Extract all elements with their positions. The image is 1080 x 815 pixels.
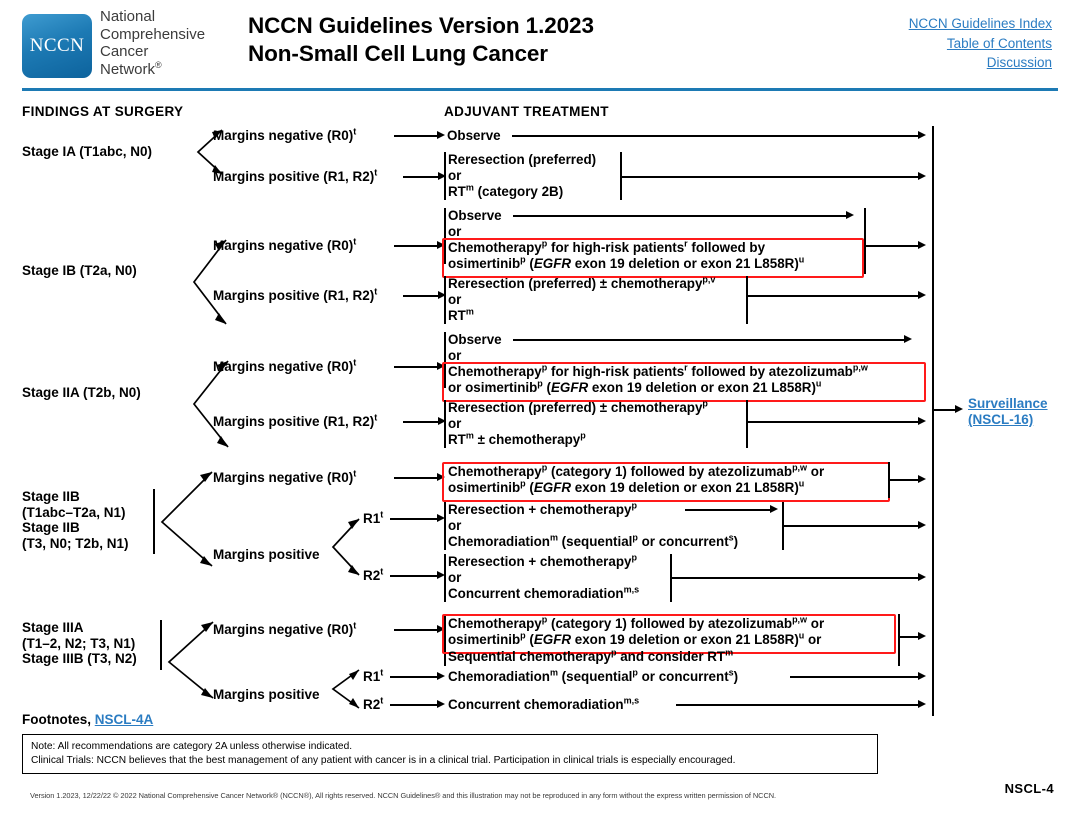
surveillance-node — [968, 396, 1048, 428]
stage-iia-neg-arrow-line — [394, 366, 438, 368]
treatment-iia-positive-bracket — [444, 400, 446, 448]
stage-iib-line-4: (T3, N0; T2b, N1) — [22, 535, 129, 551]
treatment-iia-reresection: Reresection (preferred) ± chemotherapy$^p$ — [448, 398, 708, 415]
nccn-logo — [22, 14, 92, 78]
column-header-adjuvant: ADJUVANT TREATMENT — [444, 104, 609, 119]
surveillance-connector-arrow — [955, 405, 963, 413]
treatment-ib-positive-group-bar — [746, 276, 748, 324]
treatment-ib-positive-bracket — [444, 276, 446, 324]
page-header — [0, 0, 1080, 92]
stage-iii-margins-positive: Margins positive — [213, 687, 320, 702]
note-line-category: Note: All recommendations are category 2A unless otherwise indicated. — [31, 741, 353, 752]
treatment-iia-chemo-line2: or osimertinib$^p$ (EGFR exon 19 deletion or exon 21 L858R)$^u$ — [448, 378, 822, 395]
treatment-ia-reresection: Reresection (preferred) — [448, 152, 597, 167]
stage-ia-pos-arrow-line — [403, 176, 439, 178]
org-name-line-3: Cancer — [100, 43, 149, 60]
column-header-findings: FINDINGS AT SURGERY — [22, 104, 184, 119]
treatment-iii-negative-group-arrow — [918, 632, 926, 640]
treatment-ib-negative-group-arrow — [918, 241, 926, 249]
treatment-iii-r1-chemorad: Chemoradiation$^m$ (sequential$^p$ or concurrent$^s$) — [448, 667, 739, 684]
stage-iiib-line: Stage IIIB (T3, N2) — [22, 651, 137, 667]
org-name-line-4: Network® — [100, 59, 162, 78]
stage-ia-neg-arrow-head — [437, 131, 445, 139]
treatment-iia-rt: $RT^m$ ± chemotherapy$^p$ — [448, 430, 586, 447]
stage-iii-r2-line — [390, 704, 438, 706]
treatment-ia-group-arrow — [918, 172, 926, 180]
stage-ib-margins-negative: Margins negative $(R0)^t$ — [213, 236, 357, 253]
org-name-line-1: National — [100, 8, 156, 25]
treatment-iib-chemo-line2: osimertinib$^p$ (EGFR exon 19 deletion or exon 21 L858R)$^u$ — [448, 478, 805, 495]
stage-ib-neg-arrow-line — [394, 245, 438, 247]
treatment-iib-r1-group-line — [783, 525, 918, 527]
treatment-iia-positive-group-arrow — [918, 417, 926, 425]
treatment-iib-r2-or: or — [448, 570, 462, 585]
stage-iib-r2-line — [390, 575, 438, 577]
stage-iib-line-2: (T1abc–T2a, N1) — [22, 504, 126, 520]
surveillance-connector-line — [934, 409, 956, 411]
stage-iia-label: Stage IIA (T2b, N0) — [22, 385, 141, 400]
treatment-iib-r2-chemorad: Concurrent chemoradiation$^{m,s}$ — [448, 584, 640, 601]
treatment-iib-r2-bracket — [444, 554, 446, 602]
treatment-ib-chemo-line2: osimertinib$^p$ (EGFR exon 19 deletion or exon 21 L858R)$^u$ — [448, 254, 805, 271]
stage-iib-r2-label: R2$^t$ — [363, 566, 384, 583]
stage-iib-positive-branch — [327, 517, 361, 579]
header-divider — [22, 88, 1058, 91]
treatment-iii-r2-arrow — [918, 700, 926, 708]
stage-ia-margins-negative: Margins negative $(R0)^t$ — [213, 126, 357, 143]
treatment-ib-positive-group-line — [747, 295, 918, 297]
treatment-iia-chemo-line1: Chemotherapy$^p$ for high-risk patients$^r$ followed by atezolizumab$^{p,w}$ — [448, 362, 868, 379]
note-box — [22, 734, 878, 774]
treatment-ia-positive-bracket — [444, 152, 446, 200]
org-name — [100, 8, 250, 78]
stage-iia-margins-negative: Margins negative $(R0)^t$ — [213, 357, 357, 374]
treatment-ib-rt: $RT^m$ — [448, 306, 474, 323]
stage-iiia-line-1: Stage IIIA — [22, 620, 84, 635]
treatment-iib-r1-or: or — [448, 518, 462, 533]
main-right-spine — [932, 126, 934, 716]
treatment-ia-group-line — [621, 176, 918, 178]
treatment-iia-or: or — [448, 348, 462, 363]
stage-iiia-line-2: (T1–2, N2; T3, N1) — [22, 635, 136, 651]
stage-iib-margins-positive: Margins positive — [213, 547, 320, 562]
stage-iib-margins-negative: Margins negative $(R0)^t$ — [213, 468, 357, 485]
footnotes-label — [22, 712, 153, 727]
stage-iib-label — [22, 489, 129, 551]
link-surveillance-page[interactable]: (NSCL-16) — [968, 412, 1034, 427]
stage-iib-line-1: Stage IIB — [22, 489, 80, 504]
treatment-iii-r1-line — [790, 676, 918, 678]
treatment-iia-positive-group-line — [747, 421, 918, 423]
page-code: NSCL-4 — [1004, 781, 1054, 796]
treatment-iib-chemo-group-arrow — [918, 475, 926, 483]
treatment-ia-or: or — [448, 168, 462, 183]
stage-iib-neg-arrow-line — [394, 477, 438, 479]
page-title — [248, 12, 768, 68]
stage-iii-r1-line — [390, 676, 438, 678]
treatment-ia-observe-line — [512, 135, 918, 137]
treatment-iii-negative-group-line — [899, 636, 918, 638]
treatment-iib-r1-bracket — [444, 502, 446, 550]
stage-iii-r1-arrow — [437, 672, 445, 680]
treatment-ib-positive-group-arrow — [918, 291, 926, 299]
stage-iii-positive-branch — [327, 668, 361, 712]
treatment-iib-chemo-group-line — [889, 479, 918, 481]
link-nccn-guidelines-index[interactable]: NCCN Guidelines Index — [908, 16, 1052, 31]
treatment-iib-r2-group-arrow — [918, 573, 926, 581]
note-line-clinical-trials: Clinical Trials: NCCN believes that the best management of any patient with cancer is in a clinical trial. Participation in clinical trials is especially encouraged. — [31, 755, 736, 766]
copyright-notice: Version 1.2023, 12/22/22 © 2022 National Comprehensive Cancer Network® (NCCN®), All rights reserved. NCCN Guidelines® and this illustration may not be reproduced in any form without the express written permission of NCCN. — [30, 791, 777, 800]
treatment-iia-observe: Observe — [448, 332, 502, 347]
treatment-ia-observe-arrow — [918, 131, 926, 139]
treatment-ib-or-2: or — [448, 292, 462, 307]
treatment-ia-rt: $RT^m$ (category 2B) — [448, 182, 564, 199]
footnotes-text: Footnotes, — [22, 712, 95, 727]
stage-iib-branch — [158, 470, 216, 570]
treatment-iii-chemo-line1: Chemotherapy$^p$ (category 1) followed by atezolizumab$^{p,w}$ or — [448, 614, 825, 631]
treatment-iii-chemo-line2: osimertinib$^p$ (EGFR exon 19 deletion or exon 21 L858R)$^u$ or — [448, 630, 822, 647]
treatment-iii-negative-group-bar — [898, 614, 900, 666]
stage-iib-line-3: Stage IIB — [22, 520, 80, 536]
stage-iii-neg-arrow-line — [394, 629, 438, 631]
treatment-ib-observe: Observe — [448, 208, 502, 223]
treatment-iib-r1-group-arrow — [918, 521, 926, 529]
treatment-iii-r1-arrow — [918, 672, 926, 680]
stage-iii-branch — [165, 620, 217, 702]
treatment-iib-r1-reresection: Reresection + chemotherapy$^p$ — [448, 500, 637, 517]
link-footnotes-nscl-4a[interactable]: NSCL-4A — [94, 712, 154, 727]
stage-iii-bracket — [160, 620, 162, 670]
stage-iia-pos-arrow-line — [403, 421, 439, 423]
treatment-ib-chemo-line1: Chemotherapy$^p$ for high-risk patients$^r$ followed by — [448, 238, 766, 255]
stage-iii-margins-negative: Margins negative $(R0)^t$ — [213, 620, 357, 637]
treatment-iia-or-2: or — [448, 416, 462, 431]
treatment-iii-r2-chemorad: Concurrent chemoradiation$^{m,s}$ — [448, 695, 640, 712]
treatment-iia-positive-group-bar — [746, 400, 748, 448]
treatment-ia-observe: Observe — [447, 128, 501, 143]
treatment-iii-r2-line — [676, 704, 918, 706]
treatment-iib-r1-reresection-arrow — [770, 505, 778, 513]
treatment-ib-negative-group-line — [865, 245, 918, 247]
link-surveillance[interactable]: Surveillance — [968, 396, 1048, 411]
nccn-logo-label: NCCN — [29, 35, 85, 56]
page-title-line-1: NCCN Guidelines Version 1.2023 — [248, 13, 594, 38]
header-links — [909, 14, 1052, 73]
stage-ib-pos-arrow-line — [403, 295, 439, 297]
treatment-iia-observe-arrow — [904, 335, 912, 343]
stage-ib-margins-positive: Margins positive (R1, R2)$^t$ — [213, 286, 378, 303]
stage-iib-r1-label: R1$^t$ — [363, 509, 384, 526]
treatment-ib-observe-arrow — [846, 211, 854, 219]
stage-ia-label: Stage IA (T1abc, N0) — [22, 144, 153, 159]
treatment-ib-negative-group-bar — [864, 208, 866, 274]
treatment-iib-chemo-line1: Chemotherapy$^p$ (category 1) followed by atezolizumab$^{p,w}$ or — [448, 462, 825, 479]
stage-ia-margins-positive: Margins positive (R1, R2)$^t$ — [213, 167, 378, 184]
treatment-iib-r2-reresection: Reresection + chemotherapy$^p$ — [448, 552, 637, 569]
treatment-iia-observe-line — [513, 339, 905, 341]
stage-iii-label — [22, 620, 137, 667]
treatment-ib-or: or — [448, 224, 462, 239]
stage-iii-r1-label: R1$^t$ — [363, 667, 384, 684]
stage-iib-r1-line — [390, 518, 438, 520]
stage-iii-r2-arrow — [437, 700, 445, 708]
treatment-ib-observe-line — [513, 215, 847, 217]
stage-ia-neg-arrow-line — [394, 135, 438, 137]
stage-iii-r2-label: R2$^t$ — [363, 695, 384, 712]
stage-iib-bracket — [153, 489, 155, 554]
link-discussion[interactable]: Discussion — [986, 55, 1052, 70]
treatment-iib-r2-group-line — [671, 577, 918, 579]
link-table-of-contents[interactable]: Table of Contents — [946, 35, 1052, 51]
treatment-ib-reresection: Reresection (preferred) ± chemotherapy$^{p,v}$ — [448, 274, 716, 291]
stage-ib-label: Stage IB (T2a, N0) — [22, 263, 137, 278]
treatment-iii-sequential-chemo: Sequential chemotherapy$^p$ and consider $RT^m$ — [448, 647, 734, 664]
treatment-iib-r1-chemorad: Chemoradiation$^m$ (sequential$^p$ or concurrent$^s$) — [448, 532, 739, 549]
org-name-line-2: Comprehensive — [100, 25, 206, 43]
stage-iia-margins-positive: Margins positive (R1, R2)$^t$ — [213, 412, 378, 429]
page-title-line-2: Non-Small Cell Lung Cancer — [248, 41, 548, 66]
treatment-iib-r1-reresection-line — [685, 509, 770, 511]
